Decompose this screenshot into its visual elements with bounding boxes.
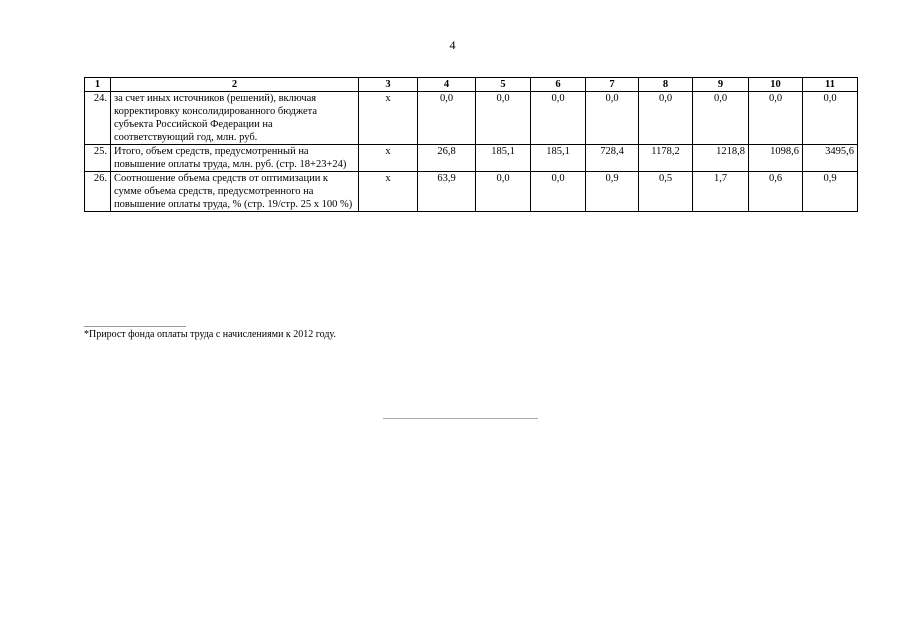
row-value: 3495,6 bbox=[803, 145, 858, 172]
column-header: 5 bbox=[476, 78, 531, 92]
table-row bbox=[85, 92, 858, 145]
row-value: 0,0 bbox=[531, 92, 586, 145]
row-value: 0,0 bbox=[476, 92, 531, 145]
column-header: 3 bbox=[359, 78, 418, 92]
column-header: 8 bbox=[639, 78, 693, 92]
table-row bbox=[85, 172, 858, 212]
end-divider bbox=[383, 418, 538, 419]
row-value: 0,5 bbox=[639, 172, 693, 212]
row-value: 0,0 bbox=[803, 92, 858, 145]
column-header: 6 bbox=[531, 78, 586, 92]
row-description: Итого, объем средств, предусмотренный на повышение оплаты труда, млн. руб. (стр. 18+23+24) bbox=[111, 145, 359, 172]
page-number: 4 bbox=[449, 38, 456, 52]
row-value: 185,1 bbox=[476, 145, 531, 172]
row-value: 1178,2 bbox=[639, 145, 693, 172]
column-header: 4 bbox=[418, 78, 476, 92]
row-description: за счет иных источников (решений), включая корректировку консолидированного бюджета субъекта Российской Федерации на соответствующий год, млн. руб. bbox=[111, 92, 359, 145]
row-value: 63,9 bbox=[418, 172, 476, 212]
column-header: 7 bbox=[586, 78, 639, 92]
column-header: 10 bbox=[749, 78, 803, 92]
row-number: 24. bbox=[85, 92, 111, 145]
column-header: 1 bbox=[85, 78, 111, 92]
row-value: 26,8 bbox=[418, 145, 476, 172]
row-value: 0,0 bbox=[586, 92, 639, 145]
row-value: 728,4 bbox=[586, 145, 639, 172]
row-value: 185,1 bbox=[531, 145, 586, 172]
row-unit: х bbox=[359, 172, 418, 212]
column-header: 2 bbox=[111, 78, 359, 92]
row-value: 0,0 bbox=[693, 92, 749, 145]
row-value: 0,0 bbox=[639, 92, 693, 145]
row-value: 0,9 bbox=[803, 172, 858, 212]
row-unit: х bbox=[359, 92, 418, 145]
row-value: 0,0 bbox=[749, 92, 803, 145]
column-header: 9 bbox=[693, 78, 749, 92]
table-row bbox=[85, 145, 858, 172]
row-number: 25. bbox=[85, 145, 111, 172]
row-value: 0,0 bbox=[531, 172, 586, 212]
footnote: *Прирост фонда оплаты труда с начислениями к 2012 году. bbox=[84, 329, 336, 340]
row-unit: х bbox=[359, 145, 418, 172]
column-header: 11 bbox=[803, 78, 858, 92]
row-value: 0,0 bbox=[476, 172, 531, 212]
row-value: 1098,6 bbox=[749, 145, 803, 172]
row-description: Соотношение объема средств от оптимизации к сумме объема средств, предусмотренного на повышение оплаты труда, % (стр. 19/стр. 25 х 100 %) bbox=[111, 172, 359, 212]
row-value: 1218,8 bbox=[693, 145, 749, 172]
row-value: 0,6 bbox=[749, 172, 803, 212]
data-table bbox=[84, 77, 858, 212]
row-number: 26. bbox=[85, 172, 111, 212]
row-value: 0,9 bbox=[586, 172, 639, 212]
row-value: 0,0 bbox=[418, 92, 476, 145]
row-value: 1,7 bbox=[693, 172, 749, 212]
footnote-divider bbox=[84, 326, 186, 327]
table-header-row bbox=[85, 78, 858, 92]
